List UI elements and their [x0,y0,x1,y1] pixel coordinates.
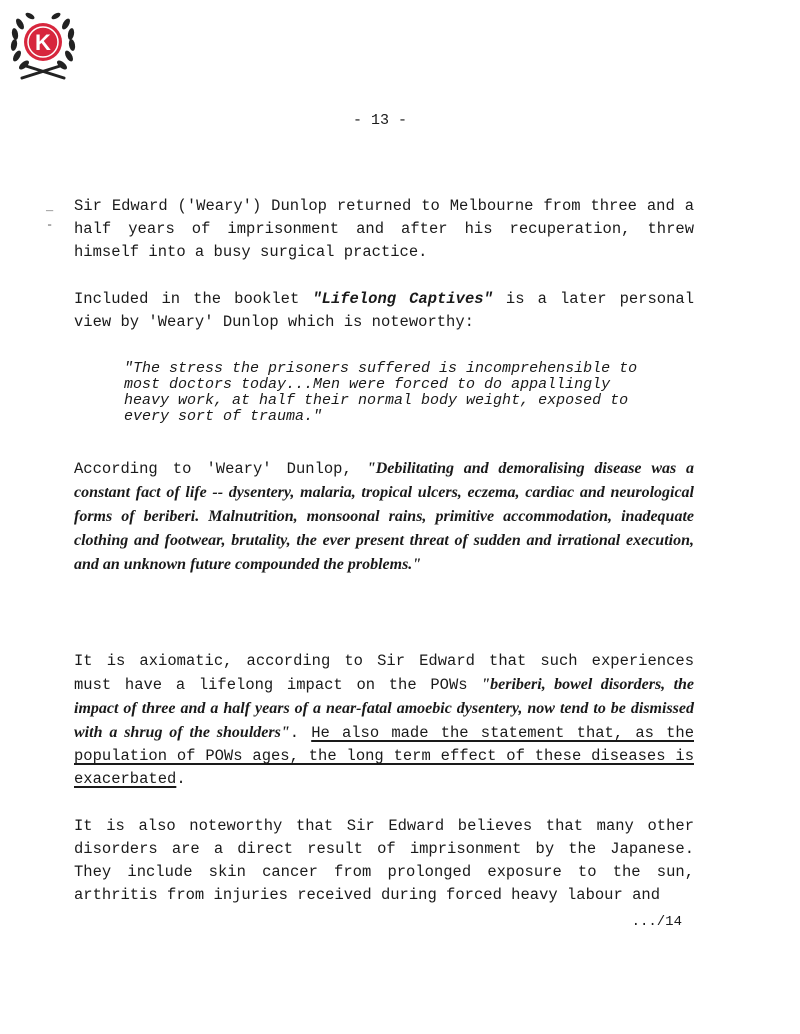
paragraph-2 [74,288,694,334]
dunlop-quote: "Debilitating and demoralising disease was a constant fact of life -- dysentery, malaria, tropical ulcers, eczema, cardiac and neurological forms of beriberi. Malnutrition, monsoonal rains, primitive accommodation, inadequate clothing and footwear, brutality, the ever present threat of sudden and irrational execution, and an unknown future compounded the problems." [74,460,694,573]
paragraph-3 [74,457,694,577]
continuation-marker: .../14 [631,914,682,930]
logo-letter: K [35,30,51,55]
crossed-stems-icon [22,66,64,78]
paragraph-4-end: . [176,770,186,788]
paragraph-4-text: It is axiomatic, according to Sir Edward that such experiences must have a lifelong impact on the POWs [74,652,694,694]
paragraph-3-text: According to 'Weary' Dunlop, [74,460,367,478]
underlined-statement: He also made the statement that, as the population of POWs ages, the long term effect of these diseases is exacerbated [74,724,694,788]
margin-mark: - [46,218,54,232]
margin-mark: _ [46,200,54,214]
paragraph-1: Sir Edward ('Weary') Dunlop returned to Melbourne from three and a half years of imprisonment and after his recuperation, threw himself into a busy surgical practice. [74,197,694,261]
paragraph-2-text: Included in the booklet [74,290,313,308]
booklet-title: "Lifelong Captives" [312,290,493,308]
paragraph-2-text-end: is a later personal view by 'Weary' Dunlop which is noteworthy: [74,290,694,331]
pow-impact-quote: "beriberi, bowel disorders, the impact of three and a half years of a near-fatal amoebic dysentery, now tend to be dismissed with a shrug of the shoulders" [74,676,695,741]
block-quote: "The stress the prisoners suffered is incomprehensible to most doctors today...Men were forced to do appallingly heavy work, at half their normal body weight, exposed to every sort of trauma." [124,360,638,425]
paragraph-4 [74,650,694,791]
paragraph-4-mid: . [289,724,312,742]
page-number: - 13 - [352,112,407,129]
paragraph-5: It is also noteworthy that Sir Edward believes that many other disorders are a direct result of imprisonment by the Japanese. They include skin cancer from prolonged exposure to the sun, arthritis from injuries received during forced heavy labour and [74,817,694,904]
laurel-k-logo [8,6,78,84]
